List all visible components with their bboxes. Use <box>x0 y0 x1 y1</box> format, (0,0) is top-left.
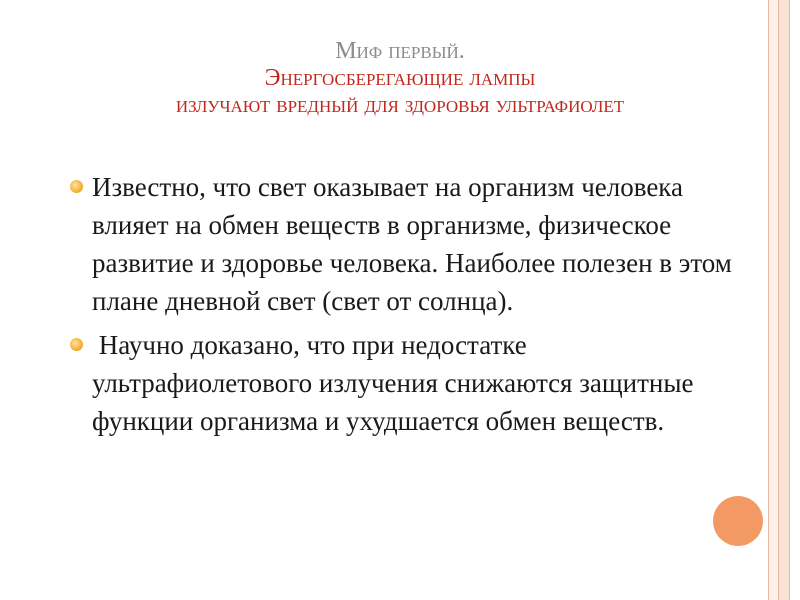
title-line-myth: Миф первый. <box>335 38 465 64</box>
bullet-item <box>68 168 738 320</box>
title-line-lamps: Энергосберегающие лампы <box>264 65 536 91</box>
slide-title <box>60 38 740 119</box>
bullet-item <box>68 326 738 440</box>
accent-circle-icon <box>713 496 763 546</box>
bullet-text: Известно, что свет оказывает на организм человека влияет на обмен веществ в организме, физическое развитие и здоровье человека. Наиболее полезен в этом плане дневной свет (свет от солнца). <box>92 172 732 316</box>
bullet-list <box>68 168 738 446</box>
orange-dot-bullet-icon <box>70 338 83 351</box>
orange-dot-bullet-icon <box>70 180 83 193</box>
title-line-ultraviolet: излучают вредный для здоровья ультрафиолет <box>175 92 625 118</box>
bullet-text: Научно доказано, что при недостатке ультрафиолетового излучения снижаются защитные функции организма и ухудшается обмен веществ. <box>92 330 701 436</box>
decorative-stripe-inner <box>778 0 790 600</box>
